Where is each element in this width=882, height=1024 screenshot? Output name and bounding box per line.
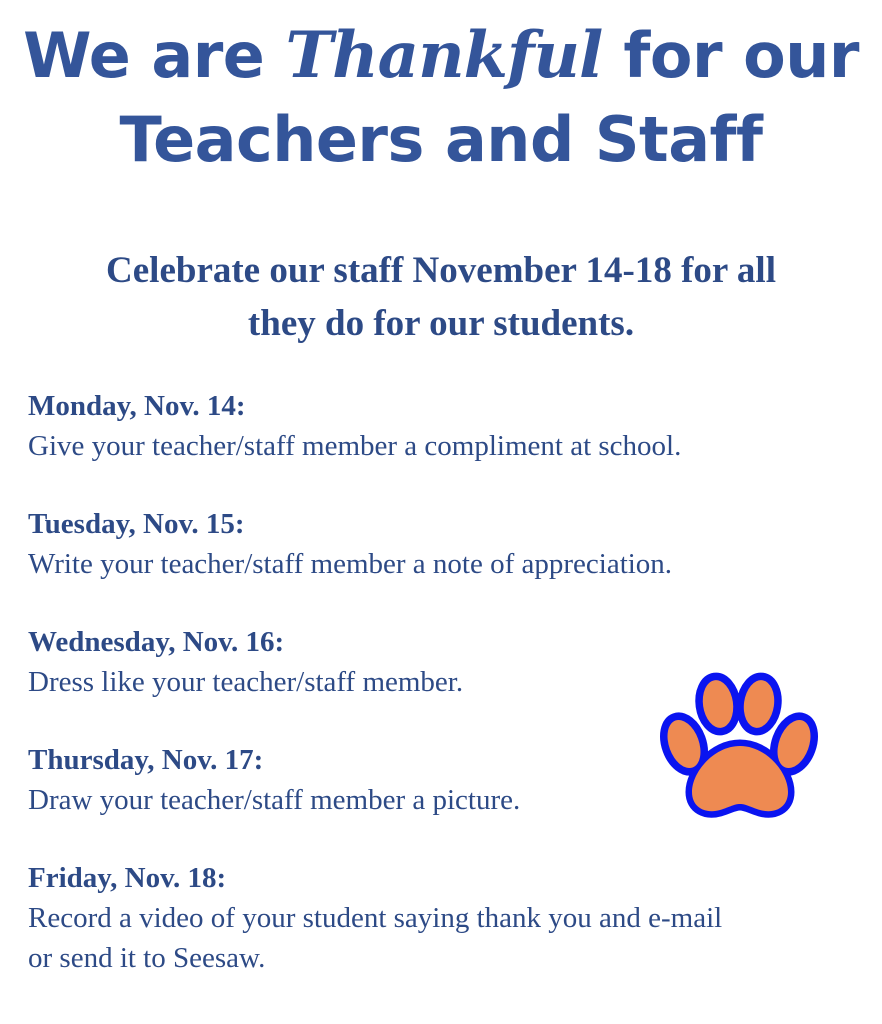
event-description-line-1: Record a video of your student saying thank you and e-mail [28,902,723,934]
title-post: for our [602,19,859,92]
flyer-title [0,14,882,182]
event-description: Write your teacher/staff member a note of appreciation. [28,548,673,580]
flyer-subtitle [20,244,862,350]
title-pre: We are [23,19,286,92]
event-day: Thursday, Nov. 17: [28,744,264,776]
event-day: Friday, Nov. 18: [28,862,227,894]
event-description: Give your teacher/staff member a compliment at school. [28,430,682,462]
event-description-line-2: or send it to Seesaw. [28,942,266,974]
event-monday [28,386,868,466]
event-day: Wednesday, Nov. 16: [28,626,285,658]
subtitle-line-1: Celebrate our staff November 14-18 for all [106,250,776,291]
event-friday [28,858,868,978]
event-description: Dress like your teacher/staff member. [28,666,464,698]
title-line-1 [0,14,882,98]
title-line-2: Teachers and Staff [119,103,763,176]
event-tuesday [28,504,868,584]
paw-print-icon [658,668,822,820]
title-thankful-script: Thankful [285,18,603,93]
subtitle-line-2: they do for our students. [247,303,635,344]
event-description: Draw your teacher/staff member a picture. [28,784,521,816]
event-day: Tuesday, Nov. 15: [28,508,245,540]
event-day: Monday, Nov. 14: [28,390,246,422]
